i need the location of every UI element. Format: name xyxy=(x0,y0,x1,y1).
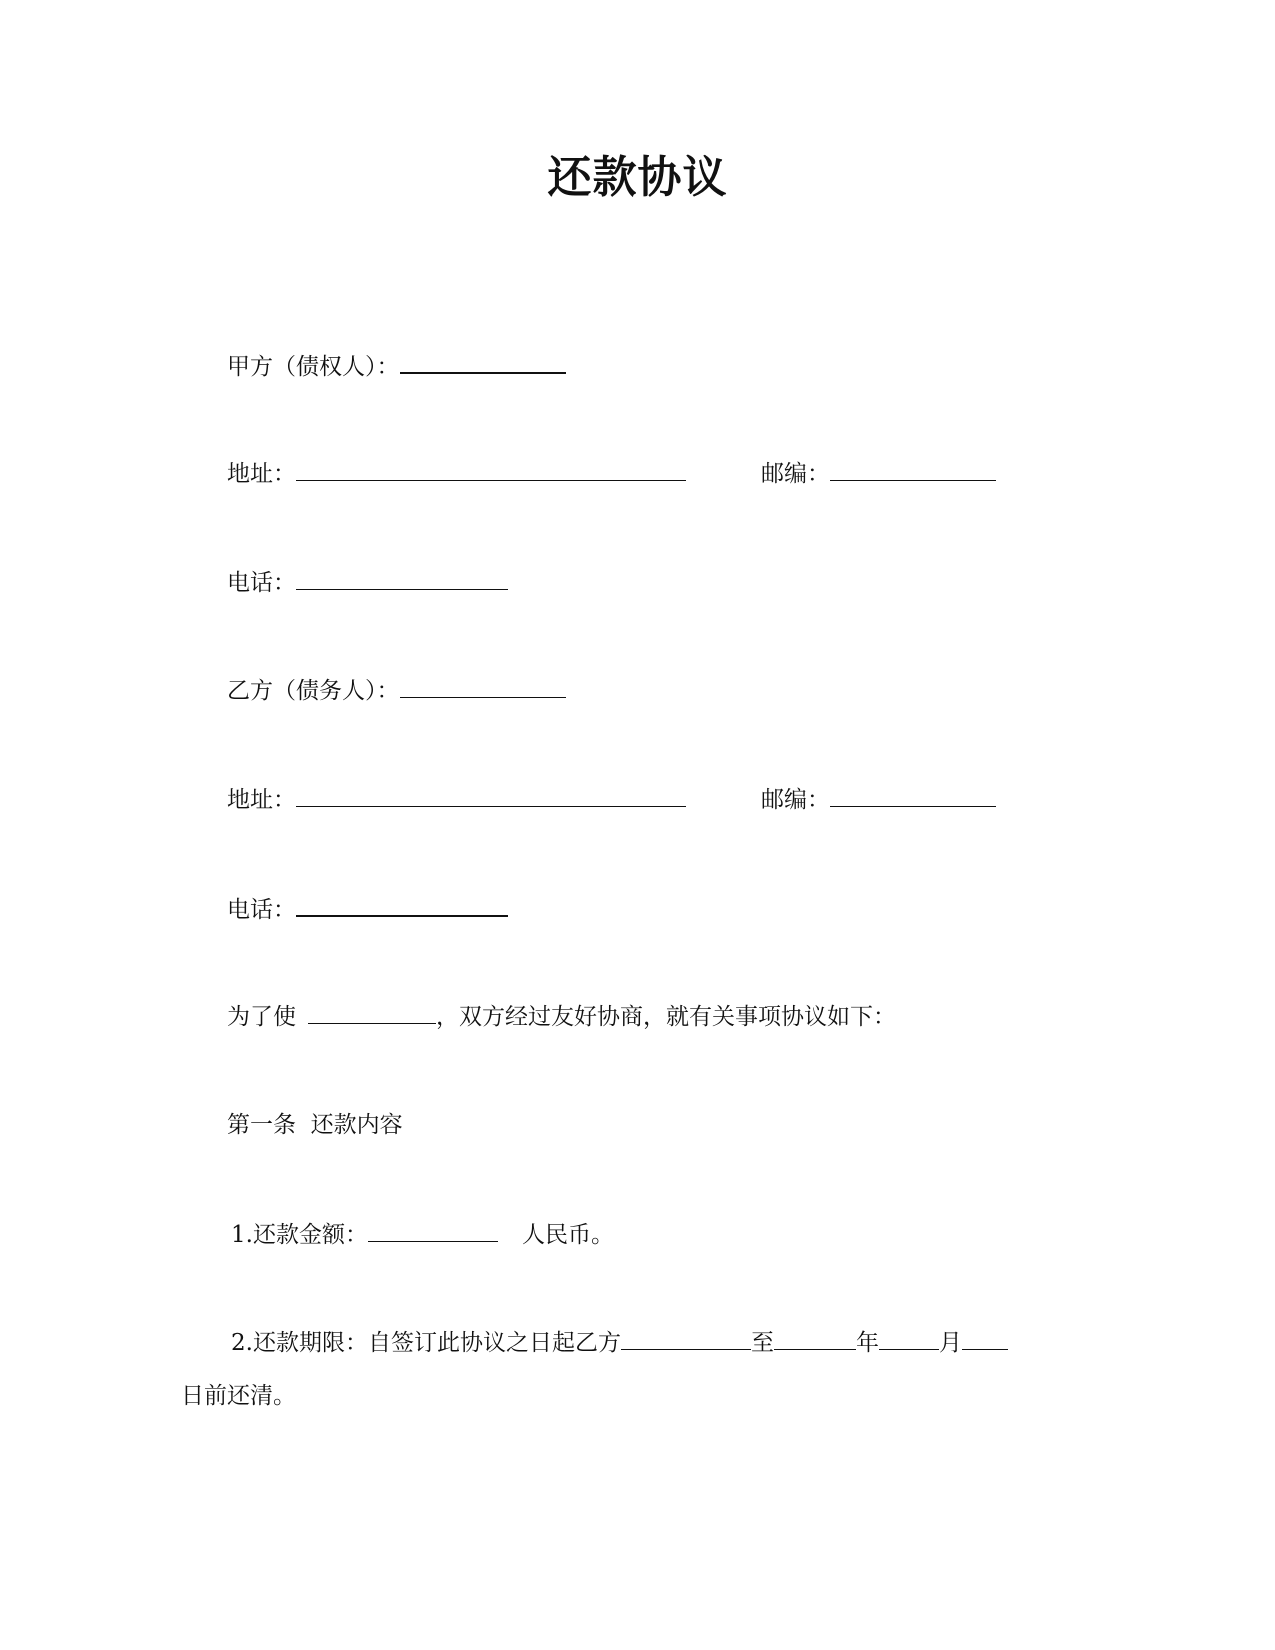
party-a-address-blank[interactable] xyxy=(296,458,686,481)
party-b-postcode-blank[interactable] xyxy=(830,784,996,807)
party-a-postcode-line xyxy=(761,458,996,489)
repayment-day-blank[interactable] xyxy=(962,1327,1008,1350)
article-1-heading: 第一条 还款内容 xyxy=(227,1112,403,1138)
party-a-phone-blank[interactable] xyxy=(296,567,508,590)
party-b-address-blank[interactable] xyxy=(296,784,686,807)
party-b-phone-label: 电话： xyxy=(227,897,296,923)
repayment-from-blank[interactable] xyxy=(621,1327,751,1350)
party-a-address-label: 地址： xyxy=(227,461,296,487)
party-a-address-line xyxy=(227,458,686,489)
party-b-line xyxy=(227,675,566,706)
party-a-postcode-blank[interactable] xyxy=(830,458,996,481)
document-title: 还款协议 xyxy=(547,152,728,203)
party-a-postcode-label: 邮编： xyxy=(761,461,830,487)
item-1-prefix: 1.还款金额： xyxy=(231,1222,368,1248)
item-2-to: 至 xyxy=(750,1330,774,1356)
item-2-continuation: 日前还清。 xyxy=(181,1383,296,1409)
item-2-line xyxy=(231,1327,1008,1358)
item-1-line xyxy=(231,1219,614,1250)
party-b-name-blank[interactable] xyxy=(400,675,566,698)
party-a-phone-label: 电话： xyxy=(227,570,296,596)
party-b-phone-blank[interactable] xyxy=(296,893,508,917)
item-2-year: 年 xyxy=(855,1330,879,1356)
party-b-label: 乙方（债务人）： xyxy=(227,678,400,704)
preamble-suffix: ，双方经过友好协商，就有关事项协议如下： xyxy=(436,1004,896,1030)
party-a-phone-line xyxy=(227,567,508,598)
item-2-month: 月 xyxy=(938,1330,962,1356)
party-b-postcode-label: 邮编： xyxy=(761,787,830,813)
party-b-address-label: 地址： xyxy=(227,787,296,813)
party-a-line xyxy=(227,350,566,382)
party-b-postcode-line xyxy=(761,784,996,815)
party-a-name-blank[interactable] xyxy=(400,350,566,374)
party-b-address-line xyxy=(227,784,686,815)
preamble-prefix: 为了使 xyxy=(227,1004,296,1030)
item-1-suffix: 人民币。 xyxy=(521,1222,614,1248)
preamble-line xyxy=(227,1001,896,1032)
party-a-label: 甲方（债权人）： xyxy=(227,354,400,380)
item-2-prefix: 2.还款期限：自签订此协议之日起乙方 xyxy=(231,1330,621,1356)
repayment-month-blank[interactable] xyxy=(879,1327,939,1350)
repayment-amount-blank[interactable] xyxy=(368,1219,498,1242)
preamble-purpose-blank[interactable] xyxy=(308,1001,436,1024)
repayment-year-blank[interactable] xyxy=(774,1327,856,1350)
party-b-phone-line xyxy=(227,893,508,925)
